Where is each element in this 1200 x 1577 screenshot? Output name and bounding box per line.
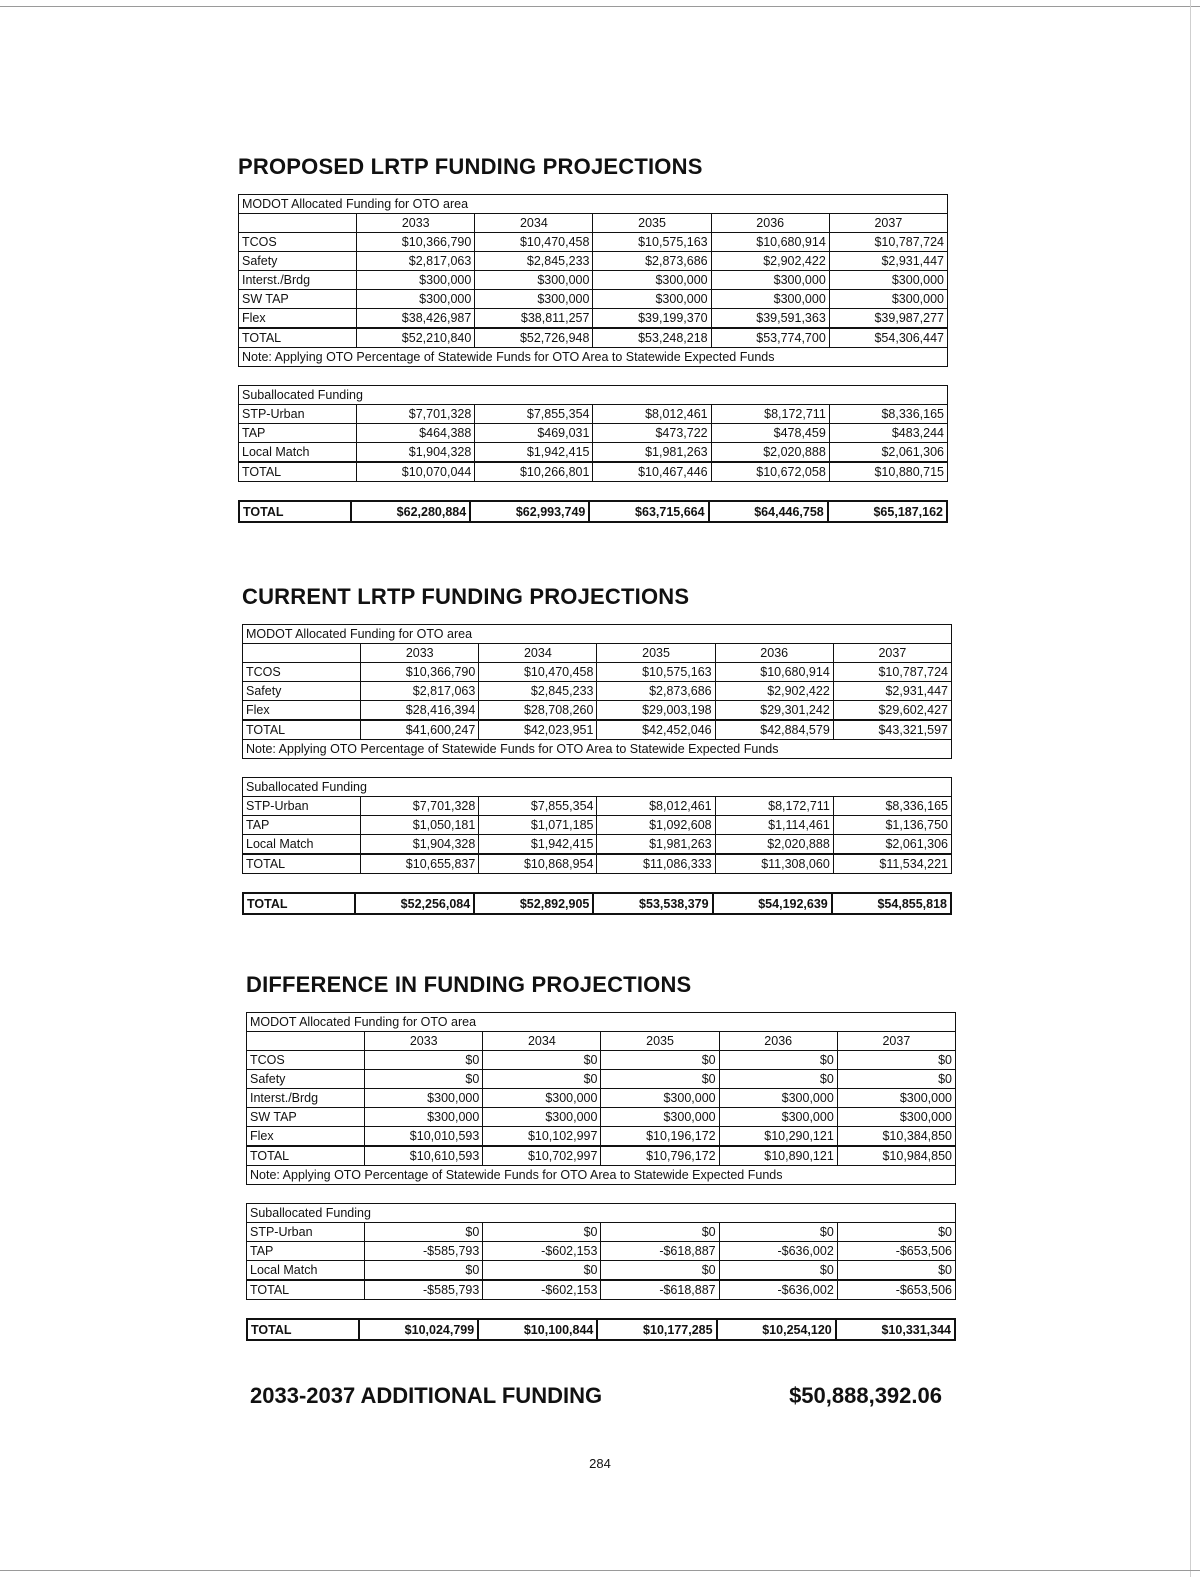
table-row — [243, 816, 952, 835]
row-label: Local Match — [247, 1261, 365, 1281]
suballocated-table — [246, 1203, 956, 1300]
table-row — [239, 309, 948, 329]
total-value: $10,655,837 — [361, 854, 479, 874]
row-value: $10,787,724 — [829, 233, 947, 252]
total-value: $53,248,218 — [593, 328, 711, 348]
row-value: $0 — [719, 1070, 837, 1089]
table-title: Suballocated Funding — [239, 386, 948, 405]
row-value: $300,000 — [711, 290, 829, 309]
row-label: TCOS — [247, 1051, 365, 1070]
grand-total-table — [242, 892, 952, 915]
row-value: $0 — [483, 1070, 601, 1089]
grand-total-row — [243, 893, 951, 914]
row-label: Flex — [239, 309, 357, 329]
additional-funding — [250, 1379, 950, 1413]
row-value: $2,817,063 — [361, 682, 479, 701]
row-value: $0 — [719, 1261, 837, 1281]
row-label: SW TAP — [239, 290, 357, 309]
table-row — [243, 663, 952, 682]
modot-allocated-table — [238, 194, 948, 367]
row-value: $10,366,790 — [357, 233, 475, 252]
row-value: -$585,793 — [365, 1242, 483, 1261]
row-value: $0 — [365, 1051, 483, 1070]
row-value: $10,366,790 — [361, 663, 479, 682]
row-value: $28,416,394 — [361, 701, 479, 721]
row-value: $473,722 — [593, 424, 711, 443]
table-row — [243, 701, 952, 721]
row-value: $1,904,328 — [357, 443, 475, 463]
total-row — [239, 328, 948, 348]
row-value: $7,855,354 — [475, 405, 593, 424]
row-value: $7,701,328 — [361, 797, 479, 816]
grand-total-value: $10,024,799 — [359, 1319, 478, 1340]
row-value: $300,000 — [357, 290, 475, 309]
row-label: STP-Urban — [243, 797, 361, 816]
row-value: $1,981,263 — [597, 835, 715, 855]
row-value: $0 — [601, 1261, 719, 1281]
total-value: $10,868,954 — [479, 854, 597, 874]
grand-total-row — [239, 501, 947, 522]
grand-total-value: $54,855,818 — [832, 893, 951, 914]
row-value: $300,000 — [829, 271, 947, 290]
table-row — [239, 405, 948, 424]
row-value: $0 — [837, 1070, 955, 1089]
section-heading: PROPOSED LRTP FUNDING PROJECTIONS — [238, 154, 703, 179]
row-label: Local Match — [243, 835, 361, 855]
year-header: 2034 — [475, 214, 593, 233]
total-value: $54,306,447 — [829, 328, 947, 348]
additional-funding-label: 2033-2037 ADDITIONAL FUNDING — [250, 1383, 603, 1408]
row-value: $300,000 — [601, 1108, 719, 1127]
table-title: Suballocated Funding — [247, 1204, 956, 1223]
row-value: $300,000 — [483, 1089, 601, 1108]
row-value: $38,426,987 — [357, 309, 475, 329]
row-value: $10,290,121 — [719, 1127, 837, 1147]
row-value: $39,591,363 — [711, 309, 829, 329]
row-value: $10,575,163 — [593, 233, 711, 252]
row-value: $10,010,593 — [365, 1127, 483, 1147]
row-value: $2,873,686 — [597, 682, 715, 701]
table-title-row — [243, 778, 952, 797]
row-value: $300,000 — [837, 1108, 955, 1127]
row-label: STP-Urban — [247, 1223, 365, 1242]
year-header: 2035 — [601, 1032, 719, 1051]
table-row — [247, 1261, 956, 1281]
table-title-row — [239, 195, 948, 214]
row-label: Interst./Brdg — [239, 271, 357, 290]
difference-section — [246, 970, 956, 1341]
note-row — [247, 1166, 956, 1185]
table-row — [247, 1108, 956, 1127]
table-row — [239, 443, 948, 463]
row-value: $300,000 — [357, 271, 475, 290]
modot-allocated-table — [242, 624, 952, 759]
scan-edge-top — [0, 6, 1200, 7]
row-label: Flex — [243, 701, 361, 721]
row-value: $464,388 — [357, 424, 475, 443]
grand-total-label: TOTAL — [247, 1319, 359, 1340]
total-row — [247, 1280, 956, 1300]
total-row — [239, 462, 948, 482]
total-value: $42,452,046 — [597, 720, 715, 740]
total-value: $10,610,593 — [365, 1146, 483, 1166]
row-value: $8,012,461 — [597, 797, 715, 816]
year-header-row — [243, 644, 952, 663]
row-value: $2,931,447 — [833, 682, 951, 701]
row-value: $1,050,181 — [361, 816, 479, 835]
row-value: $2,902,422 — [711, 252, 829, 271]
total-value: -$585,793 — [365, 1280, 483, 1300]
row-value: $7,855,354 — [479, 797, 597, 816]
row-value: -$653,506 — [837, 1242, 955, 1261]
total-value: -$602,153 — [483, 1280, 601, 1300]
row-label: SW TAP — [247, 1108, 365, 1127]
row-label: TCOS — [239, 233, 357, 252]
suballocated-table — [238, 385, 948, 482]
row-value: $1,092,608 — [597, 816, 715, 835]
row-value: $0 — [483, 1223, 601, 1242]
grand-total-row — [247, 1319, 955, 1340]
total-value: $10,266,801 — [475, 462, 593, 482]
row-label: Safety — [243, 682, 361, 701]
row-value: $0 — [719, 1223, 837, 1242]
row-value: $2,020,888 — [711, 443, 829, 463]
year-header: 2034 — [479, 644, 597, 663]
table-title: MODOT Allocated Funding for OTO area — [247, 1013, 956, 1032]
total-label: TOTAL — [239, 328, 357, 348]
row-value: $1,904,328 — [361, 835, 479, 855]
row-value: $300,000 — [365, 1089, 483, 1108]
row-value: $29,602,427 — [833, 701, 951, 721]
row-label: TAP — [243, 816, 361, 835]
note-row — [239, 348, 948, 367]
total-value: $10,984,850 — [837, 1146, 955, 1166]
year-header: 2037 — [837, 1032, 955, 1051]
year-header: 2036 — [711, 214, 829, 233]
year-header: 2035 — [593, 214, 711, 233]
year-header: 2036 — [715, 644, 833, 663]
row-value: $39,199,370 — [593, 309, 711, 329]
suballocated-table — [242, 777, 952, 874]
total-value: $42,023,951 — [479, 720, 597, 740]
year-header: 2036 — [719, 1032, 837, 1051]
row-value: $10,575,163 — [597, 663, 715, 682]
table-title-row — [247, 1204, 956, 1223]
row-value: $0 — [837, 1261, 955, 1281]
row-value: $7,701,328 — [357, 405, 475, 424]
row-value: $300,000 — [719, 1108, 837, 1127]
total-value: $10,702,997 — [483, 1146, 601, 1166]
row-value: $8,336,165 — [829, 405, 947, 424]
row-value: $483,244 — [829, 424, 947, 443]
row-value: $0 — [837, 1223, 955, 1242]
year-header-row — [247, 1032, 956, 1051]
year-header-row — [239, 214, 948, 233]
row-value: $478,459 — [711, 424, 829, 443]
row-value: $38,811,257 — [475, 309, 593, 329]
row-value: $0 — [483, 1051, 601, 1070]
table-title: MODOT Allocated Funding for OTO area — [243, 625, 952, 644]
row-label: TAP — [239, 424, 357, 443]
row-value: $8,172,711 — [711, 405, 829, 424]
row-value: $8,012,461 — [593, 405, 711, 424]
row-value: $10,470,458 — [479, 663, 597, 682]
current-section — [242, 582, 952, 915]
page-number: 284 — [589, 1456, 611, 1471]
table-row — [247, 1089, 956, 1108]
table-row — [239, 424, 948, 443]
table-row — [243, 682, 952, 701]
table-title-row — [247, 1013, 956, 1032]
grand-total-value: $52,892,905 — [474, 893, 593, 914]
total-value: $10,070,044 — [357, 462, 475, 482]
total-value: $41,600,247 — [361, 720, 479, 740]
total-value: -$618,887 — [601, 1280, 719, 1300]
row-value: $2,020,888 — [715, 835, 833, 855]
year-header: 2033 — [361, 644, 479, 663]
table-row — [247, 1223, 956, 1242]
row-label: STP-Urban — [239, 405, 357, 424]
row-value: $0 — [837, 1051, 955, 1070]
total-value: $53,774,700 — [711, 328, 829, 348]
row-value: $1,942,415 — [479, 835, 597, 855]
table-title-row — [239, 386, 948, 405]
year-header: 2035 — [597, 644, 715, 663]
row-value: $10,384,850 — [837, 1127, 955, 1147]
total-label: TOTAL — [243, 720, 361, 740]
row-value: -$618,887 — [601, 1242, 719, 1261]
total-row — [243, 854, 952, 874]
table-title: MODOT Allocated Funding for OTO area — [239, 195, 948, 214]
proposed-section — [238, 152, 948, 523]
total-value: $43,321,597 — [833, 720, 951, 740]
row-value: $0 — [365, 1070, 483, 1089]
row-value: $300,000 — [711, 271, 829, 290]
row-value: $0 — [601, 1070, 719, 1089]
row-value: $10,680,914 — [711, 233, 829, 252]
row-label: TCOS — [243, 663, 361, 682]
row-value: $0 — [601, 1051, 719, 1070]
row-value: $300,000 — [719, 1089, 837, 1108]
table-row — [239, 252, 948, 271]
row-value: -$602,153 — [483, 1242, 601, 1261]
grand-total-label: TOTAL — [239, 501, 351, 522]
total-value: $10,890,121 — [719, 1146, 837, 1166]
table-row — [243, 835, 952, 855]
grand-total-value: $10,177,285 — [597, 1319, 716, 1340]
row-value: $2,817,063 — [357, 252, 475, 271]
grand-total-value: $53,538,379 — [593, 893, 712, 914]
row-value: $0 — [719, 1051, 837, 1070]
row-value: $1,942,415 — [475, 443, 593, 463]
row-value: $300,000 — [601, 1089, 719, 1108]
table-row — [239, 233, 948, 252]
scan-edge-right — [1190, 0, 1191, 1577]
modot-allocated-table — [246, 1012, 956, 1185]
row-value: $8,336,165 — [833, 797, 951, 816]
grand-total-value: $62,280,884 — [351, 501, 470, 522]
row-value: $300,000 — [593, 271, 711, 290]
row-value: $29,003,198 — [597, 701, 715, 721]
additional-funding-value: $50,888,392.06 — [789, 1383, 942, 1408]
row-value: $8,172,711 — [715, 797, 833, 816]
row-value: $28,708,260 — [479, 701, 597, 721]
table-note: Note: Applying OTO Percentage of Statewide Funds for OTO Area to Statewide Expected Funds — [243, 740, 952, 759]
row-label: TAP — [247, 1242, 365, 1261]
row-value: $0 — [365, 1223, 483, 1242]
total-value: $11,308,060 — [715, 854, 833, 874]
row-value: $2,845,233 — [479, 682, 597, 701]
total-label: TOTAL — [243, 854, 361, 874]
row-label: Interst./Brdg — [247, 1089, 365, 1108]
total-value: $10,467,446 — [593, 462, 711, 482]
grand-total-value: $62,993,749 — [470, 501, 589, 522]
table-row — [243, 797, 952, 816]
table-row — [239, 290, 948, 309]
row-value: $1,136,750 — [833, 816, 951, 835]
year-header: 2034 — [483, 1032, 601, 1051]
total-value: $10,672,058 — [711, 462, 829, 482]
row-value: $300,000 — [593, 290, 711, 309]
row-value: $2,845,233 — [475, 252, 593, 271]
row-value: $300,000 — [829, 290, 947, 309]
section-heading: DIFFERENCE IN FUNDING PROJECTIONS — [246, 972, 692, 997]
total-value: -$653,506 — [837, 1280, 955, 1300]
year-header: 2037 — [829, 214, 947, 233]
grand-total-table — [246, 1318, 956, 1341]
total-value: -$636,002 — [719, 1280, 837, 1300]
table-note: Note: Applying OTO Percentage of Statewide Funds for OTO Area to Statewide Expected Funds — [247, 1166, 956, 1185]
row-value: -$636,002 — [719, 1242, 837, 1261]
row-label: Local Match — [239, 443, 357, 463]
year-header: 2033 — [357, 214, 475, 233]
row-value: $2,061,306 — [829, 443, 947, 463]
row-value: $300,000 — [475, 290, 593, 309]
total-value: $10,796,172 — [601, 1146, 719, 1166]
row-label: Safety — [247, 1070, 365, 1089]
grand-total-value: $65,187,162 — [828, 501, 947, 522]
row-value: $469,031 — [475, 424, 593, 443]
year-header-blank — [239, 214, 357, 233]
row-value: $1,981,263 — [593, 443, 711, 463]
row-value: $300,000 — [475, 271, 593, 290]
row-value: $2,061,306 — [833, 835, 951, 855]
grand-total-value: $10,254,120 — [717, 1319, 836, 1340]
row-value: $0 — [601, 1223, 719, 1242]
year-header: 2033 — [365, 1032, 483, 1051]
row-value: $300,000 — [365, 1108, 483, 1127]
total-row — [243, 720, 952, 740]
grand-total-value: $64,446,758 — [709, 501, 828, 522]
grand-total-value: $63,715,664 — [589, 501, 708, 522]
scan-edge-bottom — [0, 1570, 1200, 1571]
grand-total-value: $10,100,844 — [478, 1319, 597, 1340]
total-label: TOTAL — [247, 1146, 365, 1166]
row-value: $39,987,277 — [829, 309, 947, 329]
row-value: $10,196,172 — [601, 1127, 719, 1147]
year-header-blank — [243, 644, 361, 663]
row-value: $10,680,914 — [715, 663, 833, 682]
table-title-row — [243, 625, 952, 644]
row-value: $0 — [365, 1261, 483, 1281]
total-value: $52,210,840 — [357, 328, 475, 348]
total-value: $11,534,221 — [833, 854, 951, 874]
row-value: $2,902,422 — [715, 682, 833, 701]
total-label: TOTAL — [239, 462, 357, 482]
row-value: $1,071,185 — [479, 816, 597, 835]
row-value: $0 — [483, 1261, 601, 1281]
year-header: 2037 — [833, 644, 951, 663]
table-row — [247, 1070, 956, 1089]
row-value: $10,470,458 — [475, 233, 593, 252]
table-row — [239, 271, 948, 290]
row-value: $300,000 — [483, 1108, 601, 1127]
row-value: $300,000 — [837, 1089, 955, 1108]
note-row — [243, 740, 952, 759]
row-value: $2,931,447 — [829, 252, 947, 271]
table-title: Suballocated Funding — [243, 778, 952, 797]
grand-total-table — [238, 500, 948, 523]
table-note: Note: Applying OTO Percentage of Statewide Funds for OTO Area to Statewide Expected Funds — [239, 348, 948, 367]
row-label: Safety — [239, 252, 357, 271]
grand-total-value: $10,331,344 — [836, 1319, 955, 1340]
year-header-blank — [247, 1032, 365, 1051]
table-row — [247, 1051, 956, 1070]
grand-total-value: $54,192,639 — [713, 893, 832, 914]
grand-total-label: TOTAL — [243, 893, 355, 914]
row-value: $10,787,724 — [833, 663, 951, 682]
grand-total-value: $52,256,084 — [355, 893, 474, 914]
table-row — [247, 1127, 956, 1147]
total-value: $11,086,333 — [597, 854, 715, 874]
total-value: $10,880,715 — [829, 462, 947, 482]
table-row — [247, 1242, 956, 1261]
total-value: $42,884,579 — [715, 720, 833, 740]
row-value: $1,114,461 — [715, 816, 833, 835]
row-value: $29,301,242 — [715, 701, 833, 721]
total-row — [247, 1146, 956, 1166]
row-value: $10,102,997 — [483, 1127, 601, 1147]
row-label: Flex — [247, 1127, 365, 1147]
section-heading: CURRENT LRTP FUNDING PROJECTIONS — [242, 584, 690, 609]
total-value: $52,726,948 — [475, 328, 593, 348]
total-label: TOTAL — [247, 1280, 365, 1300]
row-value: $2,873,686 — [593, 252, 711, 271]
